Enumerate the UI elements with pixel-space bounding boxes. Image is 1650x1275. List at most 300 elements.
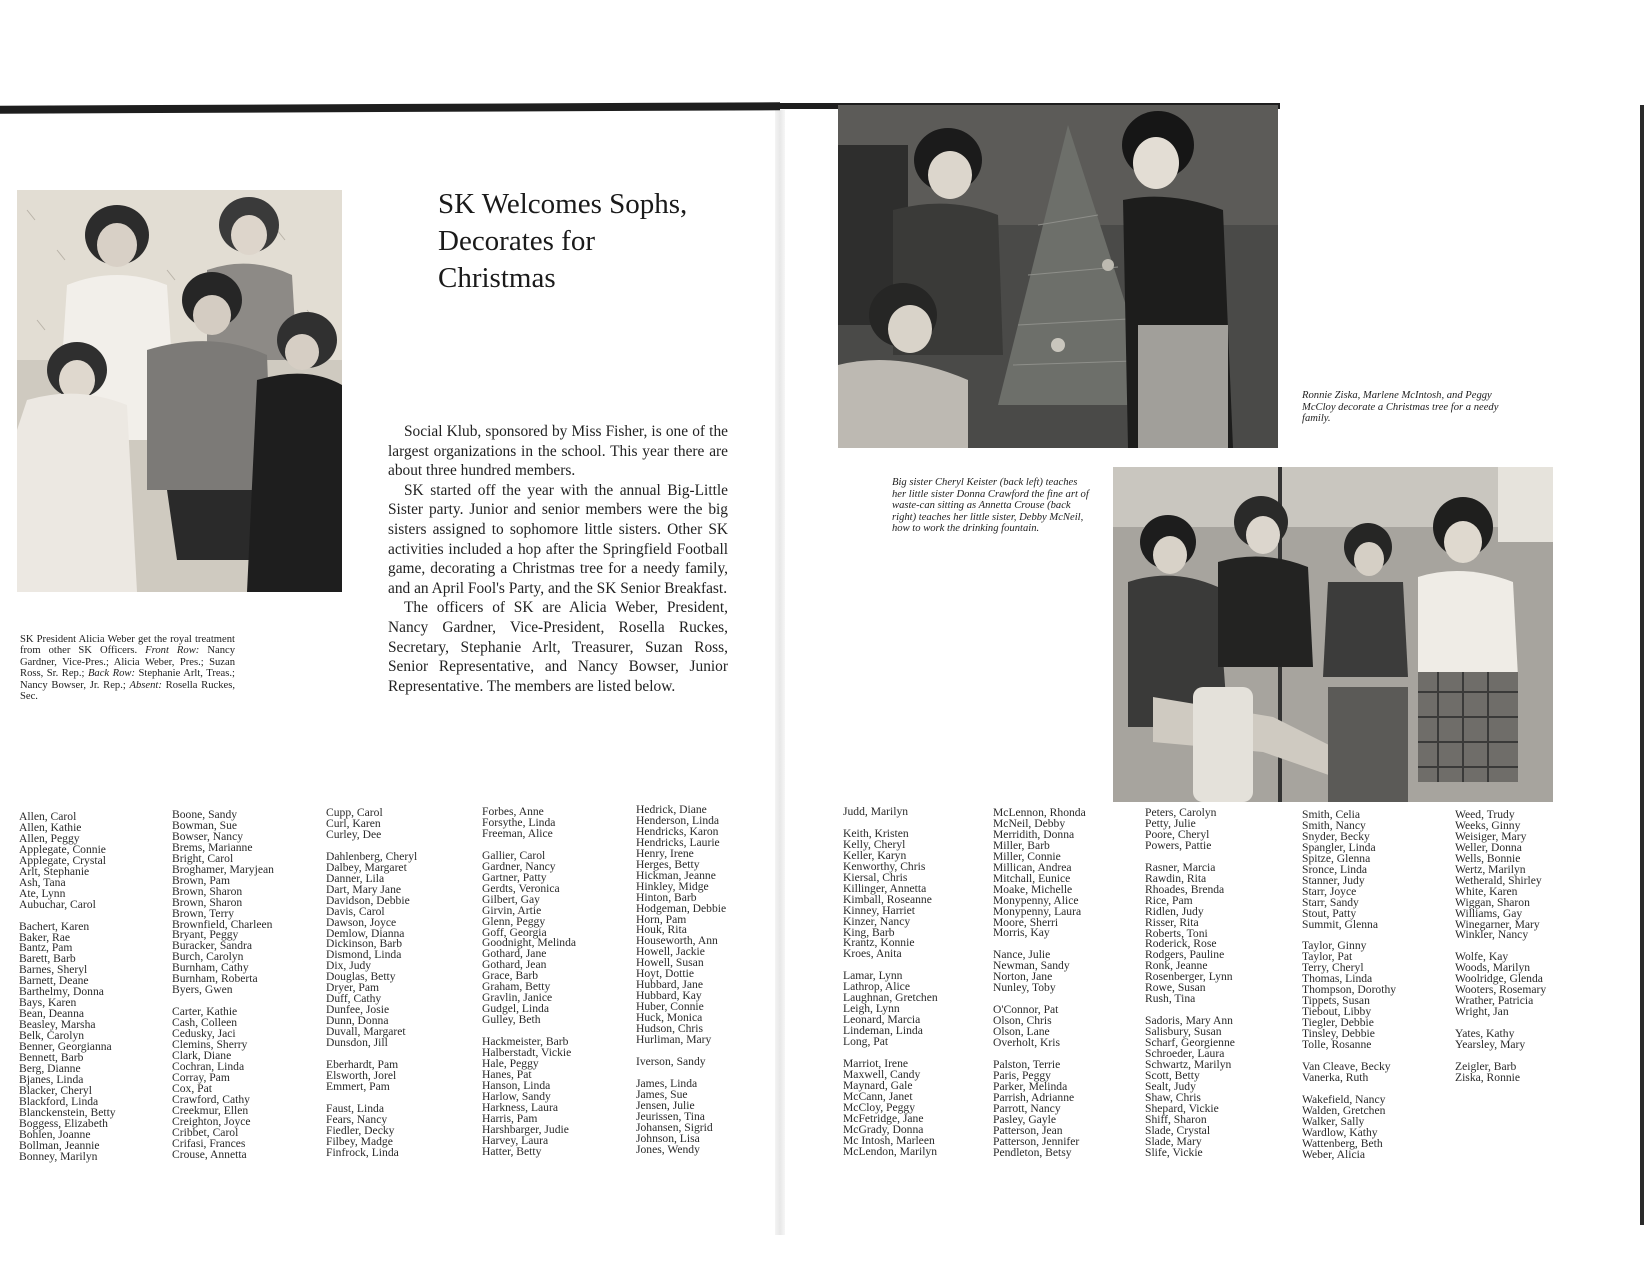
member-name: Monypenny, Laura: [993, 904, 1082, 918]
member-list-column-3: [326, 808, 417, 1159]
member-name: Scott, Betty: [1145, 1068, 1200, 1082]
member-name: Maxwell, Candy: [843, 1068, 921, 1082]
member-name: Broghamer, Maryjean: [172, 862, 274, 876]
member-name: Olson, Chris: [993, 1014, 1052, 1028]
member-name: Kelly, Cheryl: [843, 837, 906, 851]
member-name: Pendleton, Betsy: [993, 1145, 1072, 1159]
member-name: Woods, Marilyn: [1455, 961, 1531, 975]
member-name: Slife, Vickie: [1145, 1145, 1203, 1159]
member-name: Barthelmy, Donna: [19, 985, 104, 999]
member-name: McNeil, Debby: [993, 816, 1066, 830]
member-name: Bryant, Peggy: [172, 928, 239, 942]
member-name: Dryer, Pam: [326, 981, 379, 995]
member-name: Duff, Cathy: [326, 992, 382, 1006]
member-name: Mitchall, Eunice: [993, 871, 1071, 885]
member-name: Houk, Rita: [636, 923, 687, 937]
member-name: Hubbard, Kay: [636, 989, 702, 1003]
member-name: Ronk, Jeanne: [1145, 959, 1208, 973]
top-rule-left: [0, 102, 780, 113]
member-name: Gulley, Beth: [482, 1013, 541, 1027]
member-name: Clemins, Sherry: [172, 1038, 248, 1052]
member-name: Applegate, Crystal: [19, 853, 106, 867]
member-name: James, Linda: [636, 1076, 698, 1090]
member-name: Stanner, Judy: [1302, 873, 1365, 887]
member-name: Taylor, Ginny: [1302, 939, 1367, 953]
member-name: Dismond, Linda: [326, 948, 402, 962]
member-name: Rasner, Marcia: [1145, 860, 1216, 874]
photo-sk-officers: [17, 190, 342, 592]
member-name: Winegarner, Mary: [1455, 917, 1540, 931]
member-name: Boggess, Elizabeth: [19, 1116, 108, 1130]
member-name: Hudson, Chris: [636, 1022, 703, 1036]
member-name: Shaw, Chris: [1145, 1090, 1201, 1104]
member-list-column-4: [482, 807, 576, 1158]
body-paragraph-2: SK started off the year with the annual Big-Little Sister party. Junior and senior members were the big sisters assigned to sophomore little sisters. Other SK activities included a hop after the Springfield Football game, decorating a Christmas tree for a needy family, and an April Fool's Party, and the SK Senior Breakfast.: [388, 481, 728, 597]
member-name: Monypenny, Alice: [993, 893, 1079, 907]
member-name: Burnham, Roberta: [172, 972, 258, 986]
member-name: Gilbert, Gay: [482, 892, 540, 906]
member-name: Taylor, Pat: [1302, 950, 1353, 964]
member-name: Weeks, Ginny: [1455, 818, 1521, 832]
member-name: Wattenberg, Beth: [1302, 1136, 1383, 1150]
member-name: White, Karen: [1455, 884, 1518, 898]
member-name: Harshbarger, Judie: [482, 1122, 569, 1136]
member-name: Allen, Carol: [19, 810, 77, 823]
member-name: Carter, Kathie: [172, 1005, 238, 1019]
member-name: Stout, Patty: [1302, 906, 1357, 920]
caption-absent: Rosella Ruckes, Sec.: [20, 679, 235, 703]
member-name: Tippets, Susan: [1302, 994, 1370, 1008]
member-name: Johnson, Lisa: [636, 1131, 700, 1145]
member-name: Moake, Michelle: [993, 882, 1073, 896]
member-name: Fiedler, Decky: [326, 1123, 395, 1137]
member-name: Lindeman, Linda: [843, 1024, 923, 1038]
member-name: Blackford, Linda: [19, 1094, 99, 1108]
photo-big-little-sisters: [1113, 467, 1553, 802]
member-name: Hale, Peggy: [482, 1057, 539, 1071]
member-name: Pasley, Gayle: [993, 1112, 1056, 1126]
member-name: Faust, Linda: [326, 1101, 384, 1115]
member-name: Lamar, Lynn: [843, 969, 903, 983]
member-name: Woolridge, Glenda: [1455, 972, 1543, 986]
member-name: Barett, Barb: [19, 952, 76, 966]
member-name: Hickman, Jeanne: [636, 868, 716, 882]
member-name: Grace, Barb: [482, 969, 539, 983]
member-name: Houseworth, Ann: [636, 934, 718, 948]
member-name: Salisbury, Susan: [1145, 1025, 1222, 1039]
member-name: Benner, Georgianna: [19, 1040, 112, 1054]
member-name: Bowman, Sue: [172, 818, 238, 832]
member-name: Snyder, Becky: [1302, 829, 1370, 843]
member-name: McFetridge, Jane: [843, 1111, 924, 1125]
member-name: Thomas, Linda: [1302, 972, 1373, 986]
member-name: Brems, Marianne: [172, 840, 253, 854]
member-name: Starr, Sandy: [1302, 895, 1359, 909]
member-name: Demlow, Dianna: [326, 926, 405, 940]
member-name: Duvall, Margaret: [326, 1025, 406, 1039]
member-name: Kiersal, Chris: [843, 870, 908, 884]
member-name: Kinney, Harriet: [843, 903, 916, 917]
member-name: Peters, Carolyn: [1145, 806, 1217, 819]
member-name: Barnett, Deane: [19, 974, 89, 988]
member-name: Douglas, Betty: [326, 970, 396, 984]
member-name: Bennett, Barb: [19, 1051, 84, 1065]
member-name: Shiff, Sharon: [1145, 1112, 1207, 1126]
member-name: Cochran, Linda: [172, 1059, 245, 1073]
caption-front-row-label: Front Row:: [145, 645, 200, 657]
member-name: Barnes, Sheryl: [19, 963, 88, 977]
page-gutter: [775, 110, 785, 1235]
member-name: Morris, Kay: [993, 926, 1050, 940]
member-name: Aubuchar, Carol: [19, 897, 96, 911]
member-list-column-7: [993, 808, 1086, 1159]
member-name: Yates, Kathy: [1455, 1027, 1515, 1041]
member-name: Clark, Diane: [172, 1049, 232, 1063]
member-name: Slade, Mary: [1145, 1134, 1202, 1148]
member-name: Dunsdon, Jill: [326, 1036, 388, 1050]
member-name: Poore, Cheryl: [1145, 827, 1210, 841]
member-name: Goff, Georgia: [482, 925, 547, 939]
member-name: Eberhardt, Pam: [326, 1058, 399, 1072]
member-name: Bowser, Nancy: [172, 829, 244, 843]
member-name: Girvin, Artie: [482, 903, 542, 917]
member-name: Wakefield, Nancy: [1302, 1092, 1386, 1106]
member-name: Belk, Carolyn: [19, 1029, 85, 1043]
member-name: Goodnight, Melinda: [482, 936, 577, 950]
member-name: O'Connor, Pat: [993, 1003, 1059, 1017]
caption-back-row-label: Back Row:: [87, 668, 135, 680]
article-body: [388, 422, 728, 696]
member-name: Hanes, Pat: [482, 1067, 532, 1081]
member-name: Bright, Carol: [172, 851, 234, 865]
headline-line-1: SK Welcomes Sophs,: [438, 188, 688, 220]
headline-line-3: Christmas: [438, 262, 556, 294]
caption-absent-label: Absent:: [129, 679, 162, 691]
member-name: Roderick, Rose: [1145, 937, 1217, 951]
member-name: Summit, Glenna: [1302, 917, 1378, 931]
member-name: Jensen, Julie: [636, 1098, 695, 1112]
member-name: Blacker, Cheryl: [19, 1083, 92, 1097]
member-name: Gerdts, Veronica: [482, 881, 560, 895]
member-name: Brown, Sharon: [172, 895, 243, 909]
member-name: Creighton, Joyce: [172, 1114, 251, 1128]
member-name: Zeigler, Barb: [1455, 1060, 1517, 1074]
member-name: Burch, Carolyn: [172, 950, 244, 964]
member-name: Huck, Monica: [636, 1011, 703, 1025]
member-name: Forsythe, Linda: [482, 815, 556, 829]
member-name: Ridlen, Judy: [1145, 904, 1204, 918]
member-name: Dunn, Donna: [326, 1014, 389, 1028]
member-name: Wolfe, Kay: [1455, 950, 1509, 964]
member-name: Curl, Karen: [326, 816, 381, 830]
member-name: Halberstadt, Vickie: [482, 1046, 572, 1060]
member-name: Merridith, Donna: [993, 827, 1075, 841]
member-name: Wetherald, Shirley: [1455, 873, 1542, 887]
member-name: Long, Pat: [843, 1035, 889, 1049]
member-name: Berg, Dianne: [19, 1061, 81, 1075]
photo-christmas-tree: [838, 105, 1278, 448]
member-name: Wiggan, Sharon: [1455, 895, 1530, 909]
member-name: Marriot, Irene: [843, 1057, 909, 1071]
member-name: Applegate, Connie: [19, 842, 106, 856]
member-name: Bays, Karen: [19, 996, 77, 1010]
member-name: Yearsley, Mary: [1455, 1038, 1526, 1052]
member-name: McCloy, Peggy: [843, 1100, 916, 1114]
member-name: Hinkley, Midge: [636, 879, 709, 893]
member-name: Cupp, Carol: [326, 806, 383, 819]
member-name: Leonard, Marcia: [843, 1013, 921, 1027]
member-name: Tiegler, Debbie: [1302, 1016, 1374, 1030]
member-name: Wright, Jan: [1455, 1005, 1509, 1019]
member-name: Kroes, Anita: [843, 947, 902, 961]
member-name: Buracker, Sandra: [172, 939, 253, 953]
member-name: Bollman, Jeannie: [19, 1138, 100, 1152]
member-name: Weber, Alicia: [1302, 1147, 1365, 1161]
member-name: Killinger, Annetta: [843, 881, 927, 895]
member-name: Rosenberger, Lynn: [1145, 970, 1233, 984]
member-name: Finfrock, Linda: [326, 1145, 399, 1159]
member-name: Tolle, Rosanne: [1302, 1038, 1372, 1052]
member-name: Sealt, Judy: [1145, 1079, 1196, 1093]
member-name: Slade, Crystal: [1145, 1123, 1211, 1137]
member-name: Dunfee, Josie: [326, 1003, 390, 1017]
member-name: Nunley, Toby: [993, 981, 1056, 995]
member-name: Jeurissen, Tina: [636, 1109, 705, 1123]
member-name: Smith, Nancy: [1302, 818, 1366, 832]
member-name: Davis, Carol: [326, 904, 385, 918]
member-name: Henderson, Linda: [636, 813, 720, 827]
member-name: Brown, Sharon: [172, 884, 243, 898]
caption-officers-lead: SK President Alicia Weber get the royal treatment from other SK Officers.: [20, 634, 235, 657]
member-list-column-8: [1145, 808, 1235, 1159]
member-name: Keller, Karyn: [843, 848, 907, 862]
member-name: Weisiger, Mary: [1455, 829, 1527, 843]
caption-back-row: Stephanie Arlt, Treas.; Nancy Bowser, Jr. Rep.;: [20, 668, 235, 691]
member-name: Iverson, Sandy: [636, 1054, 706, 1068]
member-name: Cox, Pat: [172, 1081, 212, 1095]
member-name: Terry, Cheryl: [1302, 961, 1364, 975]
member-name: Palston, Terrie: [993, 1058, 1061, 1072]
member-name: Cribbet, Carol: [172, 1125, 239, 1139]
member-name: Dickinson, Barb: [326, 937, 402, 951]
body-paragraph-1: Social Klub, sponsored by Miss Fisher, is one of the largest organizations in the school. This year there are about three hundred members.: [388, 423, 728, 480]
member-name: James, Sue: [636, 1087, 688, 1101]
member-name: Tiebout, Libby: [1302, 1005, 1372, 1019]
member-name: Rhoades, Brenda: [1145, 882, 1225, 896]
member-name: Wardlow, Kathy: [1302, 1125, 1378, 1139]
member-name: Rawdin, Rita: [1145, 871, 1207, 885]
member-name: Powers, Pattie: [1145, 838, 1212, 852]
member-name: Millican, Andrea: [993, 860, 1072, 874]
member-name: Krantz, Konnie: [843, 936, 915, 950]
member-name: Crifasi, Frances: [172, 1136, 246, 1150]
member-name: Wrather, Patricia: [1455, 994, 1534, 1008]
member-name: Harris, Pam: [482, 1111, 538, 1125]
member-name: Parrish, Adrianne: [993, 1090, 1075, 1104]
member-name: Hedrick, Diane: [636, 803, 707, 816]
member-name: Bonney, Marilyn: [19, 1149, 98, 1163]
member-name: Kinzer, Nancy: [843, 914, 911, 928]
article-headline: [438, 186, 768, 297]
member-name: Herges, Betty: [636, 857, 700, 871]
member-name: Winkler, Nancy: [1455, 928, 1529, 942]
member-name: Brown, Terry: [172, 906, 235, 920]
member-name: Kimball, Roseanne: [843, 892, 932, 906]
member-list-column-9: [1302, 810, 1396, 1161]
member-name: Shepard, Vickie: [1145, 1101, 1219, 1115]
member-name: Parrott, Nancy: [993, 1101, 1061, 1115]
member-name: Newman, Sandy: [993, 959, 1070, 973]
member-name: Harlow, Sandy: [482, 1089, 551, 1103]
member-name: Curley, Dee: [326, 827, 382, 841]
member-name: Bantz, Pam: [19, 941, 73, 955]
member-name: Spitze, Glenna: [1302, 851, 1371, 865]
member-name: Laughnan, Gretchen: [843, 991, 938, 1005]
member-list-column-1: [19, 812, 116, 1163]
member-name: Howell, Jackie: [636, 945, 705, 959]
member-name: Olson, Lane: [993, 1025, 1050, 1039]
member-name: Arlt, Stephanie: [19, 864, 90, 878]
member-name: Gravlin, Janice: [482, 991, 553, 1005]
member-name: Starr, Joyce: [1302, 884, 1357, 898]
member-name: Crouse, Annetta: [172, 1147, 247, 1161]
member-list-column-10: [1455, 810, 1546, 1084]
member-name: Huber, Connie: [636, 1000, 704, 1014]
member-name: Elsworth, Jorel: [326, 1068, 397, 1082]
member-name: Spangler, Linda: [1302, 840, 1376, 854]
member-name: Hubbard, Jane: [636, 978, 703, 992]
member-name: Hinton, Barb: [636, 890, 697, 904]
member-name: Patterson, Jean: [993, 1123, 1063, 1137]
member-name: Williams, Gay: [1455, 906, 1523, 920]
member-name: Creekmur, Ellen: [172, 1103, 249, 1117]
member-name: Emmert, Pam: [326, 1079, 390, 1093]
member-name: Bachert, Karen: [19, 919, 90, 933]
member-name: Cedusky, Jaci: [172, 1027, 236, 1041]
member-name: Ate, Lynn: [19, 886, 66, 900]
member-name: Schwartz, Marilyn: [1145, 1058, 1232, 1072]
member-name: Hanson, Linda: [482, 1078, 551, 1092]
member-name: Walker, Sally: [1302, 1114, 1365, 1128]
member-name: Ziska, Ronnie: [1455, 1071, 1521, 1085]
member-name: McGrady, Donna: [843, 1122, 924, 1136]
member-name: Parker, Melinda: [993, 1079, 1068, 1093]
member-name: Danner, Lila: [326, 871, 385, 885]
member-name: Blanckenstein, Betty: [19, 1105, 116, 1119]
caption-front-row: Nancy Gardner, Vice-Pres.; Alicia Weber, Pres.; Suzan Ross, Sr. Rep.;: [20, 645, 235, 680]
member-name: Roberts, Toni: [1145, 926, 1208, 940]
member-name: Hendricks, Karon: [636, 824, 719, 838]
member-name: Freeman, Alice: [482, 826, 553, 840]
caption-officers: [20, 634, 235, 702]
member-name: Boone, Sandy: [172, 808, 238, 821]
member-name: Wooters, Rosemary: [1455, 983, 1547, 997]
member-name: Horn, Pam: [636, 912, 687, 926]
member-name: Hodgeman, Debbie: [636, 901, 727, 915]
member-name: Paris, Peggy: [993, 1069, 1051, 1083]
member-name: Bean, Deanna: [19, 1007, 85, 1021]
member-name: Patterson, Jennifer: [993, 1134, 1080, 1148]
member-name: McLendon, Marilyn: [843, 1144, 938, 1158]
member-name: Forbes, Anne: [482, 805, 544, 818]
member-name: Gallier, Carol: [482, 848, 546, 862]
member-list-column-5: [636, 805, 726, 1156]
member-name: Allen, Kathie: [19, 820, 82, 834]
member-name: Leigh, Lynn: [843, 1002, 900, 1016]
member-name: Allen, Peggy: [19, 831, 80, 845]
member-name: Howell, Susan: [636, 956, 704, 970]
member-name: Weller, Donna: [1455, 840, 1522, 854]
headline-line-2: Decorates for: [438, 225, 595, 257]
member-name: Mc Intosh, Marleen: [843, 1133, 935, 1147]
member-name: Walden, Gretchen: [1302, 1103, 1386, 1117]
member-name: Maynard, Gale: [843, 1078, 913, 1092]
member-name: Henry, Irene: [636, 846, 694, 860]
member-name: Harkness, Laura: [482, 1100, 558, 1114]
member-name: Hendricks, Laurie: [636, 835, 720, 849]
member-name: Burnham, Cathy: [172, 961, 249, 975]
member-name: McLennon, Rhonda: [993, 806, 1086, 819]
member-list-column-6: [843, 807, 938, 1158]
member-name: Brownfield, Charleen: [172, 917, 273, 931]
member-name: Glenn, Peggy: [482, 914, 546, 928]
member-name: Hatter, Betty: [482, 1144, 542, 1158]
member-name: Baker, Rae: [19, 930, 71, 944]
member-name: Bohlen, Joanne: [19, 1127, 91, 1141]
member-name: Schroeder, Laura: [1145, 1047, 1225, 1061]
member-name: Rice, Pam: [1145, 893, 1193, 907]
member-name: Gartner, Patty: [482, 870, 547, 884]
member-name: Gudgel, Linda: [482, 1002, 549, 1016]
member-name: Rodgers, Pauline: [1145, 948, 1225, 962]
member-name: King, Barb: [843, 925, 895, 939]
member-name: Petty, Julie: [1145, 816, 1196, 830]
member-name: Wertz, Marilyn: [1455, 862, 1526, 876]
member-name: Hackmeister, Barb: [482, 1035, 569, 1049]
member-name: Crawford, Cathy: [172, 1092, 250, 1106]
member-name: Van Cleave, Becky: [1302, 1060, 1391, 1074]
member-name: Risser, Rita: [1145, 915, 1199, 929]
member-name: Gothard, Jane: [482, 947, 547, 961]
member-list-column-2: [172, 810, 274, 1161]
member-name: Johansen, Sigrid: [636, 1120, 713, 1134]
member-name: Miller, Connie: [993, 849, 1061, 863]
member-name: Wells, Bonnie: [1455, 851, 1521, 865]
member-name: Vanerka, Ruth: [1302, 1070, 1369, 1084]
member-name: Cash, Colleen: [172, 1016, 238, 1030]
member-name: Rush, Tina: [1145, 992, 1196, 1006]
member-name: McCann, Janet: [843, 1089, 913, 1103]
member-name: Weed, Trudy: [1455, 808, 1515, 821]
caption-christmas-tree: Ronnie Ziska, Marlene McIntosh, and Peggy McCloy decorate a Christmas tree for a needy family.: [1302, 390, 1499, 425]
member-name: Byers, Gwen: [172, 983, 233, 997]
member-name: Rowe, Susan: [1145, 981, 1206, 995]
member-name: Lathrop, Alice: [843, 980, 910, 994]
member-name: Dart, Mary Jane: [326, 882, 402, 896]
member-name: Graham, Betty: [482, 980, 551, 994]
member-name: Gardner, Nancy: [482, 859, 556, 873]
member-name: Thompson, Dorothy: [1302, 983, 1397, 997]
caption-drinking-fountain: Big sister Cheryl Keister (back left) teaches her little sister Donna Crawford the fine art of waste-can sitting as Annetta Crouse (back right) teaches her little sister, Debby McNeil, how to work the drinking fountain.: [892, 477, 1089, 535]
member-name: Fears, Nancy: [326, 1112, 388, 1126]
member-name: Davidson, Debbie: [326, 893, 410, 907]
member-name: Tinsley, Debbie: [1302, 1027, 1375, 1041]
member-name: Corray, Pam: [172, 1070, 230, 1084]
member-name: Keith, Kristen: [843, 826, 909, 840]
member-name: Brown, Pam: [172, 873, 230, 887]
member-name: Harvey, Laura: [482, 1133, 549, 1147]
member-name: Dawson, Joyce: [326, 915, 397, 929]
